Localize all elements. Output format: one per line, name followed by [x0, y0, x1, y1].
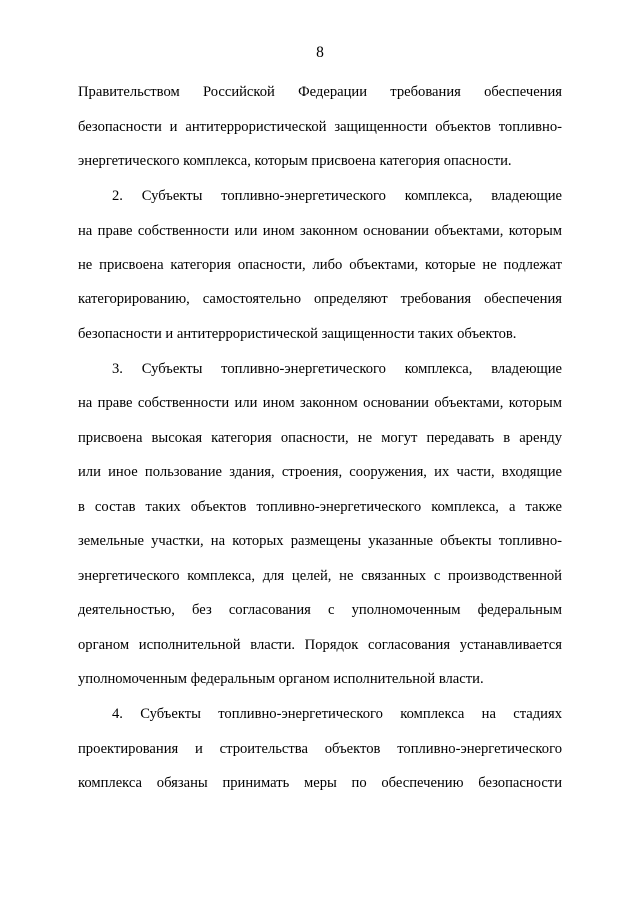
page-number: 8	[316, 44, 324, 61]
paragraph-first-line: 4. Субъекты топливно-энергетического комплекса на стадиях	[112, 706, 562, 722]
text-line: в состав таких объектов топливно-энергетического комплекса, а также	[78, 499, 562, 515]
text-line: безопасности и антитеррористической защищенности таких объектов.	[78, 326, 517, 342]
text-line: деятельностью, без согласования с уполномоченным федеральным	[78, 602, 562, 618]
paragraph-first-line: 3. Субъекты топливно-энергетического комплекса, владеющие	[112, 361, 562, 377]
text-line: комплекса обязаны принимать меры по обеспечению безопасности	[78, 775, 562, 791]
text-line: присвоена высокая категория опасности, не могут передавать в аренду	[78, 430, 562, 446]
text-line: на праве собственности или ином законном основании объектами, которым	[78, 223, 562, 239]
text-line: безопасности и антитеррористической защищенности объектов топливно-	[78, 119, 562, 135]
text-line: уполномоченным федеральным органом исполнительной власти.	[78, 671, 484, 687]
text-line: категорированию, самостоятельно определяют требования обеспечения	[78, 291, 562, 307]
text-line: органом исполнительной власти. Порядок согласования устанавливается	[78, 637, 562, 653]
text-line: земельные участки, на которых размещены указанные объекты топливно-	[78, 533, 562, 549]
text-line: энергетического комплекса, которым присвоена категория опасности.	[78, 153, 512, 169]
text-line: на праве собственности или ином законном основании объектами, которым	[78, 395, 562, 411]
text-line: Правительством Российской Федерации требования обеспечения	[78, 84, 562, 100]
text-line: не присвоена категория опасности, либо объектами, которые не подлежат	[78, 257, 562, 273]
paragraph-first-line: 2. Субъекты топливно-энергетического комплекса, владеющие	[112, 188, 562, 204]
text-line: или иное пользование здания, строения, сооружения, их части, входящие	[78, 464, 562, 480]
text-line: проектирования и строительства объектов топливно-энергетического	[78, 741, 562, 757]
text-line: энергетического комплекса, для целей, не связанных с производственной	[78, 568, 562, 584]
